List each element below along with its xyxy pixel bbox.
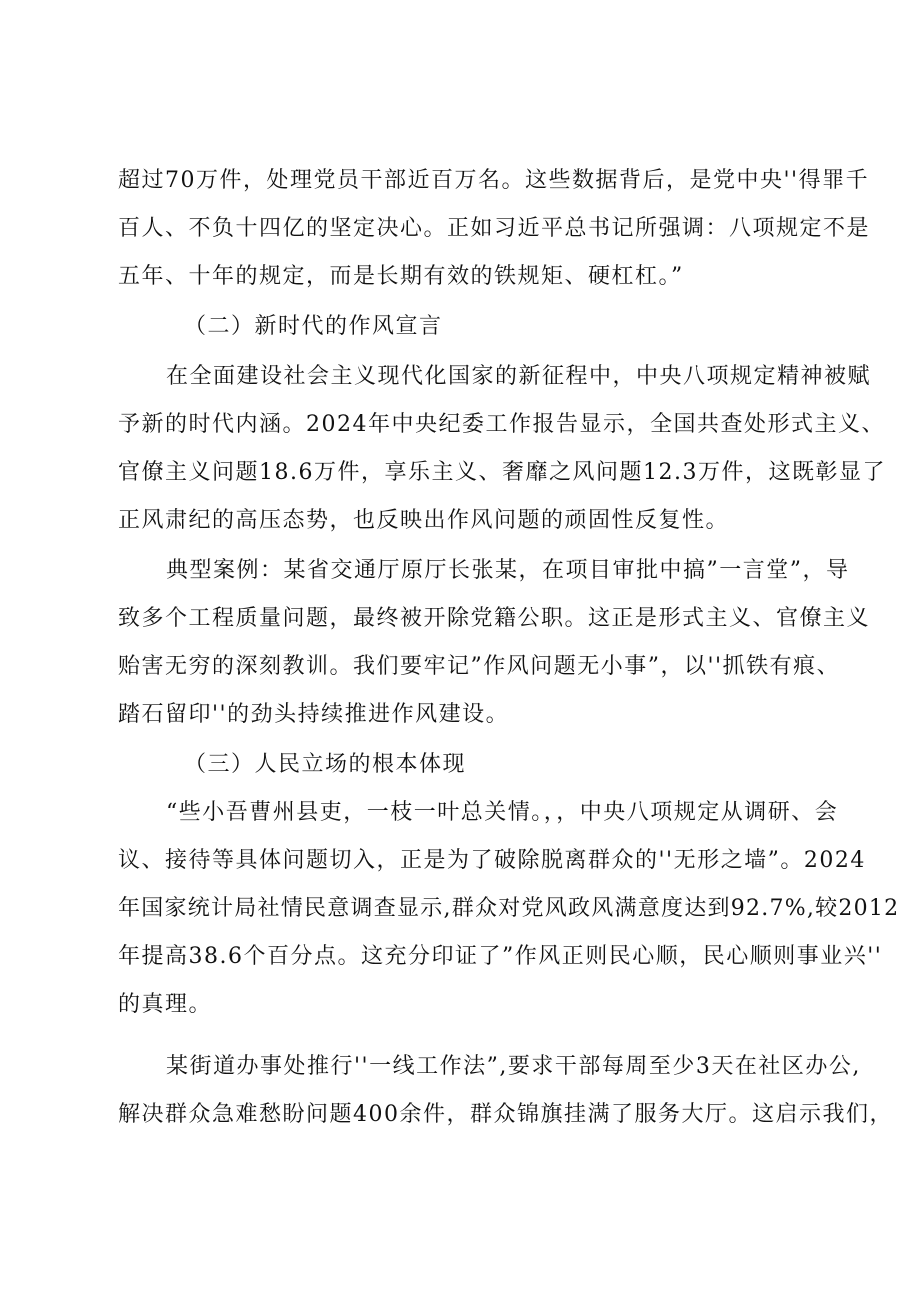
text-line: 百人、不负十四亿的坚定决心。正如习近平总书记所强调：八项规定不是 bbox=[118, 216, 871, 241]
paragraph-first-line: 典型案例：某省交通厅原厅长张某，在项目审批中搞”一言堂”，导 bbox=[166, 558, 850, 583]
text-line: 议、接待等具体问题切入，正是为了破除脱离群众的''无形之墙”。2024 bbox=[118, 848, 866, 873]
paragraph-first-line: “些小吾曹州县吏，一枝一叶总关情。，，中央八项规定从调研、会 bbox=[166, 800, 839, 825]
section-heading: （二）新时代的作风宣言 bbox=[184, 314, 443, 339]
text-line: 予新的时代内涵。2024年中央纪委工作报告显示，全国共查处形式主义、 bbox=[118, 412, 885, 437]
text-line: 贻害无穷的深刻教训。我们要牢记”作风问题无小事”，以''抓铁有痕、 bbox=[118, 654, 841, 679]
text-line: 致多个工程质量问题，最终被开除党籍公职。这正是形式主义、官僚主义 bbox=[118, 606, 871, 631]
text-line: 年国家统计局社情民意调查显示,群众对党风政风满意度达到92.7%,较2012 bbox=[118, 896, 900, 921]
text-line: 踏石留印''的劲头持续推进作风建设。 bbox=[118, 702, 510, 727]
paragraph-first-line: 在全面建设社会主义现代化国家的新征程中，中央八项规定精神被赋 bbox=[166, 364, 872, 389]
text-line: 正风肃纪的高压态势，也反映出作风问题的顽固性反复性。 bbox=[118, 508, 730, 533]
text-line: 年提高38.6个百分点。这充分印证了”作风正则民心顺，民心顺则事业兴'' bbox=[118, 944, 883, 969]
text-line: 官僚主义问题18.6万件，享乐主义、奢靡之风问题12.3万件，这既彰显了 bbox=[118, 460, 886, 485]
text-line: 解决群众急难愁盼问题400余件，群众锦旗挂满了服务大厅。这启示我们， bbox=[118, 1102, 893, 1127]
text-line: 的真理。 bbox=[118, 992, 213, 1017]
text-line: 五年、十年的规定，而是长期有效的铁规矩、硬杠杠。” bbox=[118, 264, 684, 289]
text-line: 超过70万件，处理党员干部近百万名。这些数据背后，是党中央''得罪千 bbox=[118, 168, 870, 193]
paragraph-first-line: 某街道办事处推行''一线工作法”,要求干部每周至少3天在社区办公, bbox=[166, 1054, 861, 1079]
section-heading: （三）人民立场的根本体现 bbox=[184, 752, 467, 777]
